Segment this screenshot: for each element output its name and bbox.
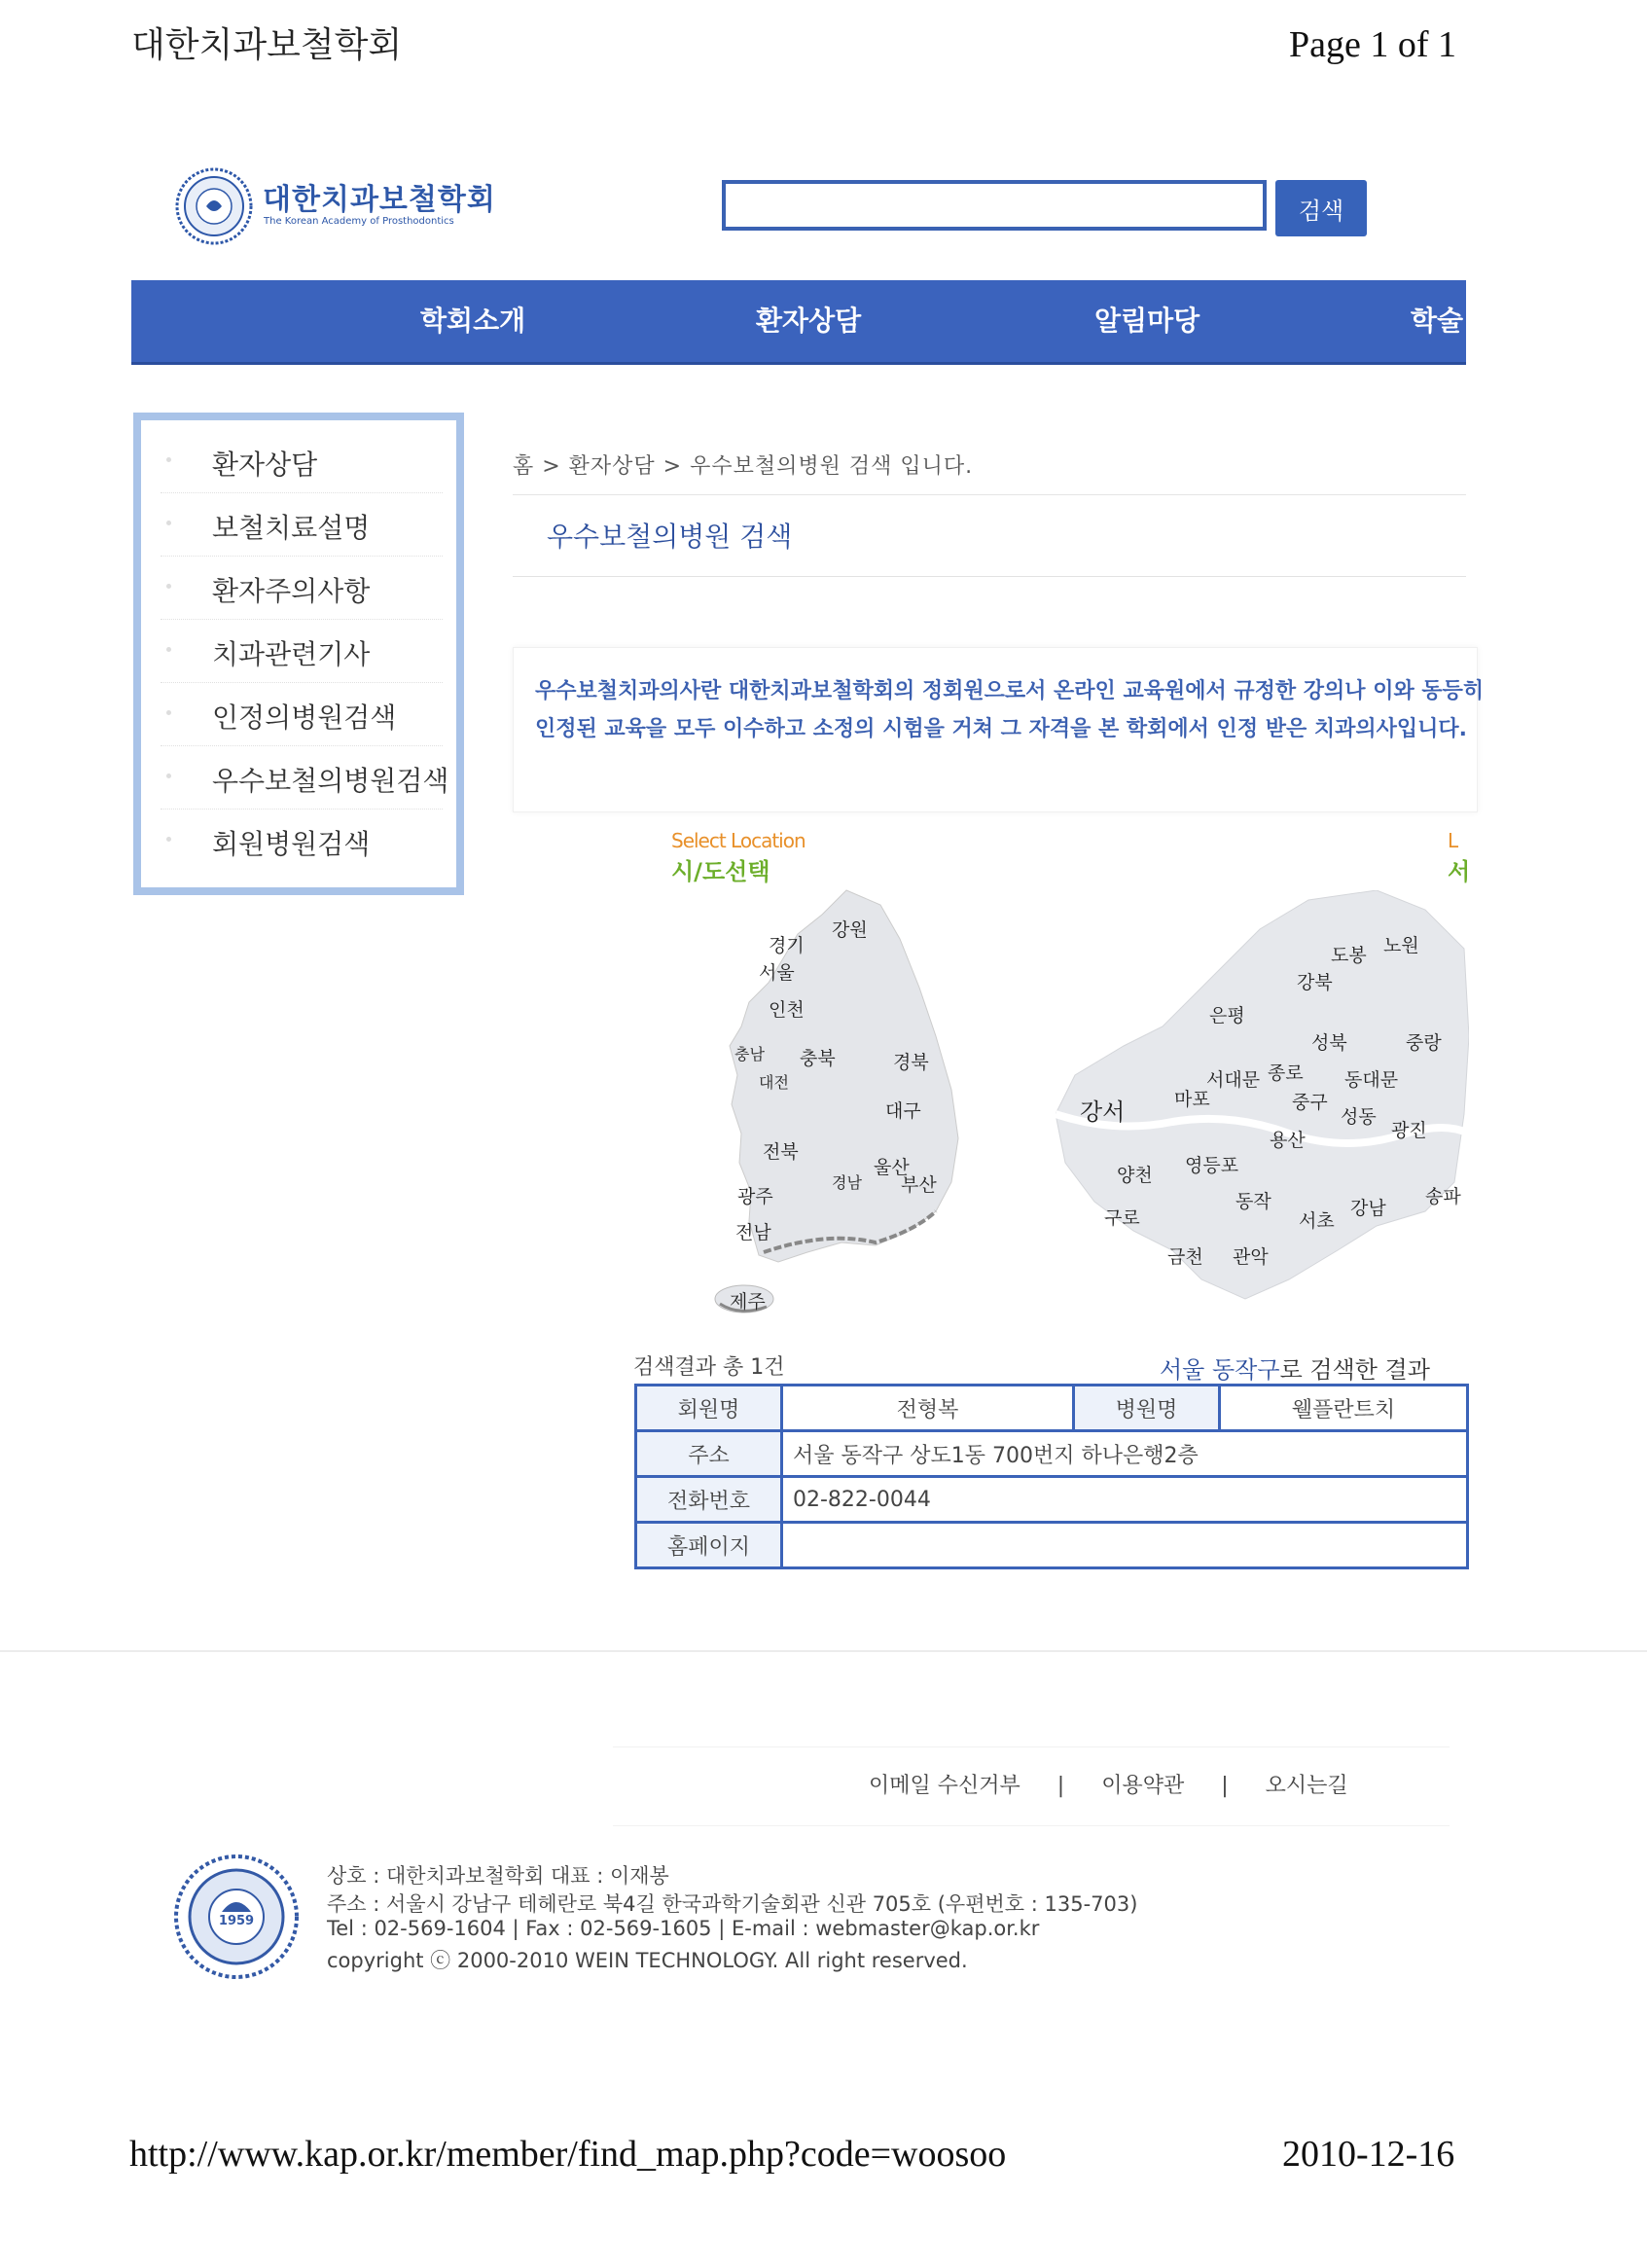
- print-date: 2010-12-16: [1282, 2134, 1455, 2175]
- footer-separator: |: [1056, 1774, 1065, 1798]
- footer-separator: |: [1221, 1774, 1229, 1798]
- select-district-en: L: [1448, 829, 1459, 852]
- result-query-suffix: 로 검색한 결과: [1279, 1356, 1430, 1384]
- result-query: [1160, 1350, 1430, 1385]
- main-nav: [131, 280, 1466, 365]
- map-label-gyeonggi[interactable]: 경기: [769, 935, 805, 956]
- map-label-yongsan[interactable]: 용산: [1270, 1130, 1306, 1151]
- select-location-en: Select Location: [671, 829, 806, 852]
- seoul-district-map[interactable]: [1056, 890, 1469, 1309]
- result-count: 검색결과 총 1건: [633, 1355, 785, 1380]
- map-label-gangbuk[interactable]: 강북: [1297, 972, 1333, 993]
- footer-divider: [613, 1746, 1450, 1747]
- map-label-daejeon[interactable]: 대전: [759, 1073, 789, 1092]
- logo-subtitle: The Korean Academy of Prosthodontics: [264, 216, 454, 227]
- bullet-icon: [166, 837, 171, 842]
- seal-logo-icon[interactable]: [175, 167, 253, 245]
- map-label-gwangju[interactable]: 광주: [737, 1186, 773, 1207]
- search-input[interactable]: [722, 180, 1267, 231]
- footer-links: [869, 1769, 1348, 1799]
- map-label-chungnam[interactable]: 충남: [734, 1045, 765, 1063]
- value-phone: 02-822-0044: [782, 1477, 1468, 1523]
- map-label-gwangjin[interactable]: 광진: [1391, 1120, 1427, 1141]
- map-label-jeju[interactable]: 제주: [730, 1291, 766, 1313]
- map-label-busan[interactable]: 부산: [901, 1174, 937, 1196]
- sidebar-item-label: 우수보철의병원검색: [212, 765, 449, 797]
- notice-line: 우수보철치과의사란 대한치과보철학회의 정회원으로서 온라인 교육원에서 규정한 강의나 이와 동등히: [535, 679, 1485, 703]
- map-label-geumcheon[interactable]: 금천: [1167, 1246, 1203, 1268]
- map-label-jungnang[interactable]: 중랑: [1406, 1032, 1442, 1054]
- footer-link-directions[interactable]: 오시는길: [1265, 1774, 1348, 1798]
- sidebar-item-articles[interactable]: [161, 620, 443, 683]
- map-label-dongdaemun[interactable]: 동대문: [1344, 1069, 1399, 1091]
- sidebar-item-excellent-search[interactable]: [161, 746, 449, 810]
- nav-item-notice[interactable]: 알림마당: [1094, 305, 1200, 337]
- map-label-daegu[interactable]: 대구: [885, 1100, 921, 1122]
- notice-line: 인정된 교육을 모두 이수하고 소정의 시험을 거쳐 그 자격을 본 학회에서 인정 받은 치과의사입니다.: [535, 717, 1468, 741]
- sidebar-item-member-search[interactable]: [161, 810, 443, 872]
- map-label-junggu[interactable]: 중구: [1292, 1092, 1328, 1113]
- map-label-ulsan[interactable]: 울산: [874, 1157, 910, 1178]
- footer-copyright: copyright ⓒ 2000-2010 WEIN TECHNOLOGY. All right reserved.: [327, 1949, 968, 1972]
- sidebar: [133, 413, 464, 895]
- map-label-dongjak[interactable]: 동작: [1235, 1191, 1271, 1212]
- map-label-jongno[interactable]: 종로: [1268, 1062, 1304, 1084]
- footer-seal: [173, 1854, 300, 1980]
- map-label-seongdong[interactable]: 성동: [1341, 1106, 1377, 1128]
- sidebar-item-label: 보철치료설명: [212, 512, 371, 544]
- footer-company: 상호 : 대한치과보철학회 대표 : 이재봉: [327, 1864, 669, 1888]
- seal-year: 1959: [218, 1914, 255, 1928]
- bullet-icon: [166, 521, 171, 525]
- map-label-dobong[interactable]: 도봉: [1331, 945, 1367, 966]
- notice-box: [513, 647, 1485, 812]
- value-member: 전형복: [782, 1386, 1074, 1431]
- sidebar-item-treatment[interactable]: [161, 493, 443, 557]
- map-label-guro[interactable]: 구로: [1104, 1207, 1140, 1229]
- footer-link-email-refuse[interactable]: 이메일 수신거부: [869, 1774, 1020, 1798]
- map-label-seocho[interactable]: 서초: [1299, 1210, 1335, 1232]
- search-button[interactable]: 검색: [1275, 180, 1367, 236]
- result-table: [634, 1384, 1469, 1569]
- divider: [513, 576, 1466, 577]
- bullet-icon: [166, 647, 171, 652]
- korea-map-shape: [681, 881, 973, 1328]
- table-row: [636, 1386, 1468, 1431]
- map-label-gwanak[interactable]: 관악: [1233, 1246, 1269, 1268]
- label-address: 주소: [636, 1431, 782, 1477]
- map-label-gangnam[interactable]: 강남: [1350, 1198, 1386, 1219]
- select-district-ko: 서: [1448, 858, 1471, 885]
- footer-contact: Tel : 02-569-1604 | Fax : 02-569-1605 | E-mail : webmaster@kap.or.kr: [327, 1917, 1040, 1940]
- map-label-gyeongbuk[interactable]: 경북: [893, 1052, 929, 1073]
- footer-address: 주소 : 서울시 강남구 테헤란로 북4길 한국과학기술회관 신관 705호 (우편번호 : 135-703): [327, 1892, 1138, 1916]
- table-row: [636, 1523, 1468, 1568]
- select-location-ko: 시/도선택: [671, 858, 770, 885]
- print-url: http://www.kap.or.kr/member/find_map.php?code=woosoo: [129, 2134, 1007, 2175]
- result-query-highlight: 서울 동작구: [1160, 1356, 1280, 1384]
- value-homepage[interactable]: [782, 1523, 1468, 1568]
- map-label-yeongdeungpo[interactable]: 영등포: [1185, 1155, 1239, 1176]
- map-label-yangcheon[interactable]: 양천: [1117, 1165, 1153, 1186]
- divider: [513, 494, 1466, 495]
- bullet-icon: [166, 584, 171, 589]
- print-title: 대한치과보철학회: [131, 25, 403, 65]
- korea-province-map[interactable]: [681, 881, 973, 1328]
- bullet-icon: [166, 710, 171, 715]
- table-row: [636, 1477, 1468, 1523]
- map-label-seoul[interactable]: 서울: [759, 962, 795, 984]
- nav-item-about[interactable]: 학회소개: [420, 305, 526, 337]
- map-label-gangseo[interactable]: 강서: [1080, 1098, 1126, 1126]
- sidebar-item-patient[interactable]: [161, 430, 443, 493]
- label-hospital: 병원명: [1074, 1386, 1220, 1431]
- sidebar-item-certified-search[interactable]: [161, 683, 443, 746]
- sidebar-item-label: 치과관련기사: [212, 638, 371, 670]
- bullet-icon: [166, 774, 171, 778]
- nav-item-academic[interactable]: 학술: [1411, 305, 1464, 337]
- label-homepage: 홈페이지: [636, 1523, 782, 1568]
- print-page-number: Page 1 of 1: [1289, 24, 1457, 65]
- sidebar-item-label: 회원병원검색: [212, 828, 371, 860]
- sidebar-item-label: 환자주의사항: [212, 575, 371, 607]
- sidebar-item-label: 환자상담: [212, 449, 318, 481]
- logo-title[interactable]: 대한치과보철학회: [263, 183, 496, 217]
- map-label-seodaemun[interactable]: 서대문: [1206, 1069, 1261, 1091]
- map-label-songpa[interactable]: 송파: [1425, 1186, 1461, 1207]
- label-phone: 전화번호: [636, 1477, 782, 1523]
- sidebar-item-precautions[interactable]: [161, 557, 443, 620]
- bullet-icon: [166, 457, 171, 462]
- map-label-mapo[interactable]: 마포: [1174, 1089, 1210, 1110]
- map-label-gangwon[interactable]: 강원: [832, 919, 868, 941]
- value-hospital: 웰플란트치: [1220, 1386, 1468, 1431]
- footer-divider: [0, 1650, 1647, 1652]
- sidebar-item-label: 인정의병원검색: [212, 702, 397, 734]
- value-address: 서울 동작구 상도1동 700번지 하나은행2층: [782, 1431, 1468, 1477]
- label-member: 회원명: [636, 1386, 782, 1431]
- footer-divider: [613, 1825, 1450, 1826]
- page-title: 우수보철의병원 검색: [547, 521, 793, 553]
- nav-item-patient[interactable]: 환자상담: [756, 305, 862, 337]
- breadcrumb: 홈 > 환자상담 > 우수보철의병원 검색 입니다.: [513, 454, 974, 479]
- map-label-gyeongnam[interactable]: 경남: [832, 1173, 862, 1192]
- map-label-chungbuk[interactable]: 충북: [800, 1048, 836, 1069]
- map-label-seongbuk[interactable]: 성북: [1311, 1032, 1347, 1054]
- map-label-incheon[interactable]: 인천: [769, 999, 805, 1021]
- map-label-eunpyeong[interactable]: 은평: [1209, 1005, 1245, 1026]
- footer-link-terms[interactable]: 이용약관: [1101, 1774, 1185, 1798]
- table-row: [636, 1431, 1468, 1477]
- map-label-jeonnam[interactable]: 전남: [735, 1222, 771, 1243]
- map-label-jeonbuk[interactable]: 전북: [763, 1141, 799, 1163]
- map-label-nowon[interactable]: 노원: [1383, 935, 1419, 956]
